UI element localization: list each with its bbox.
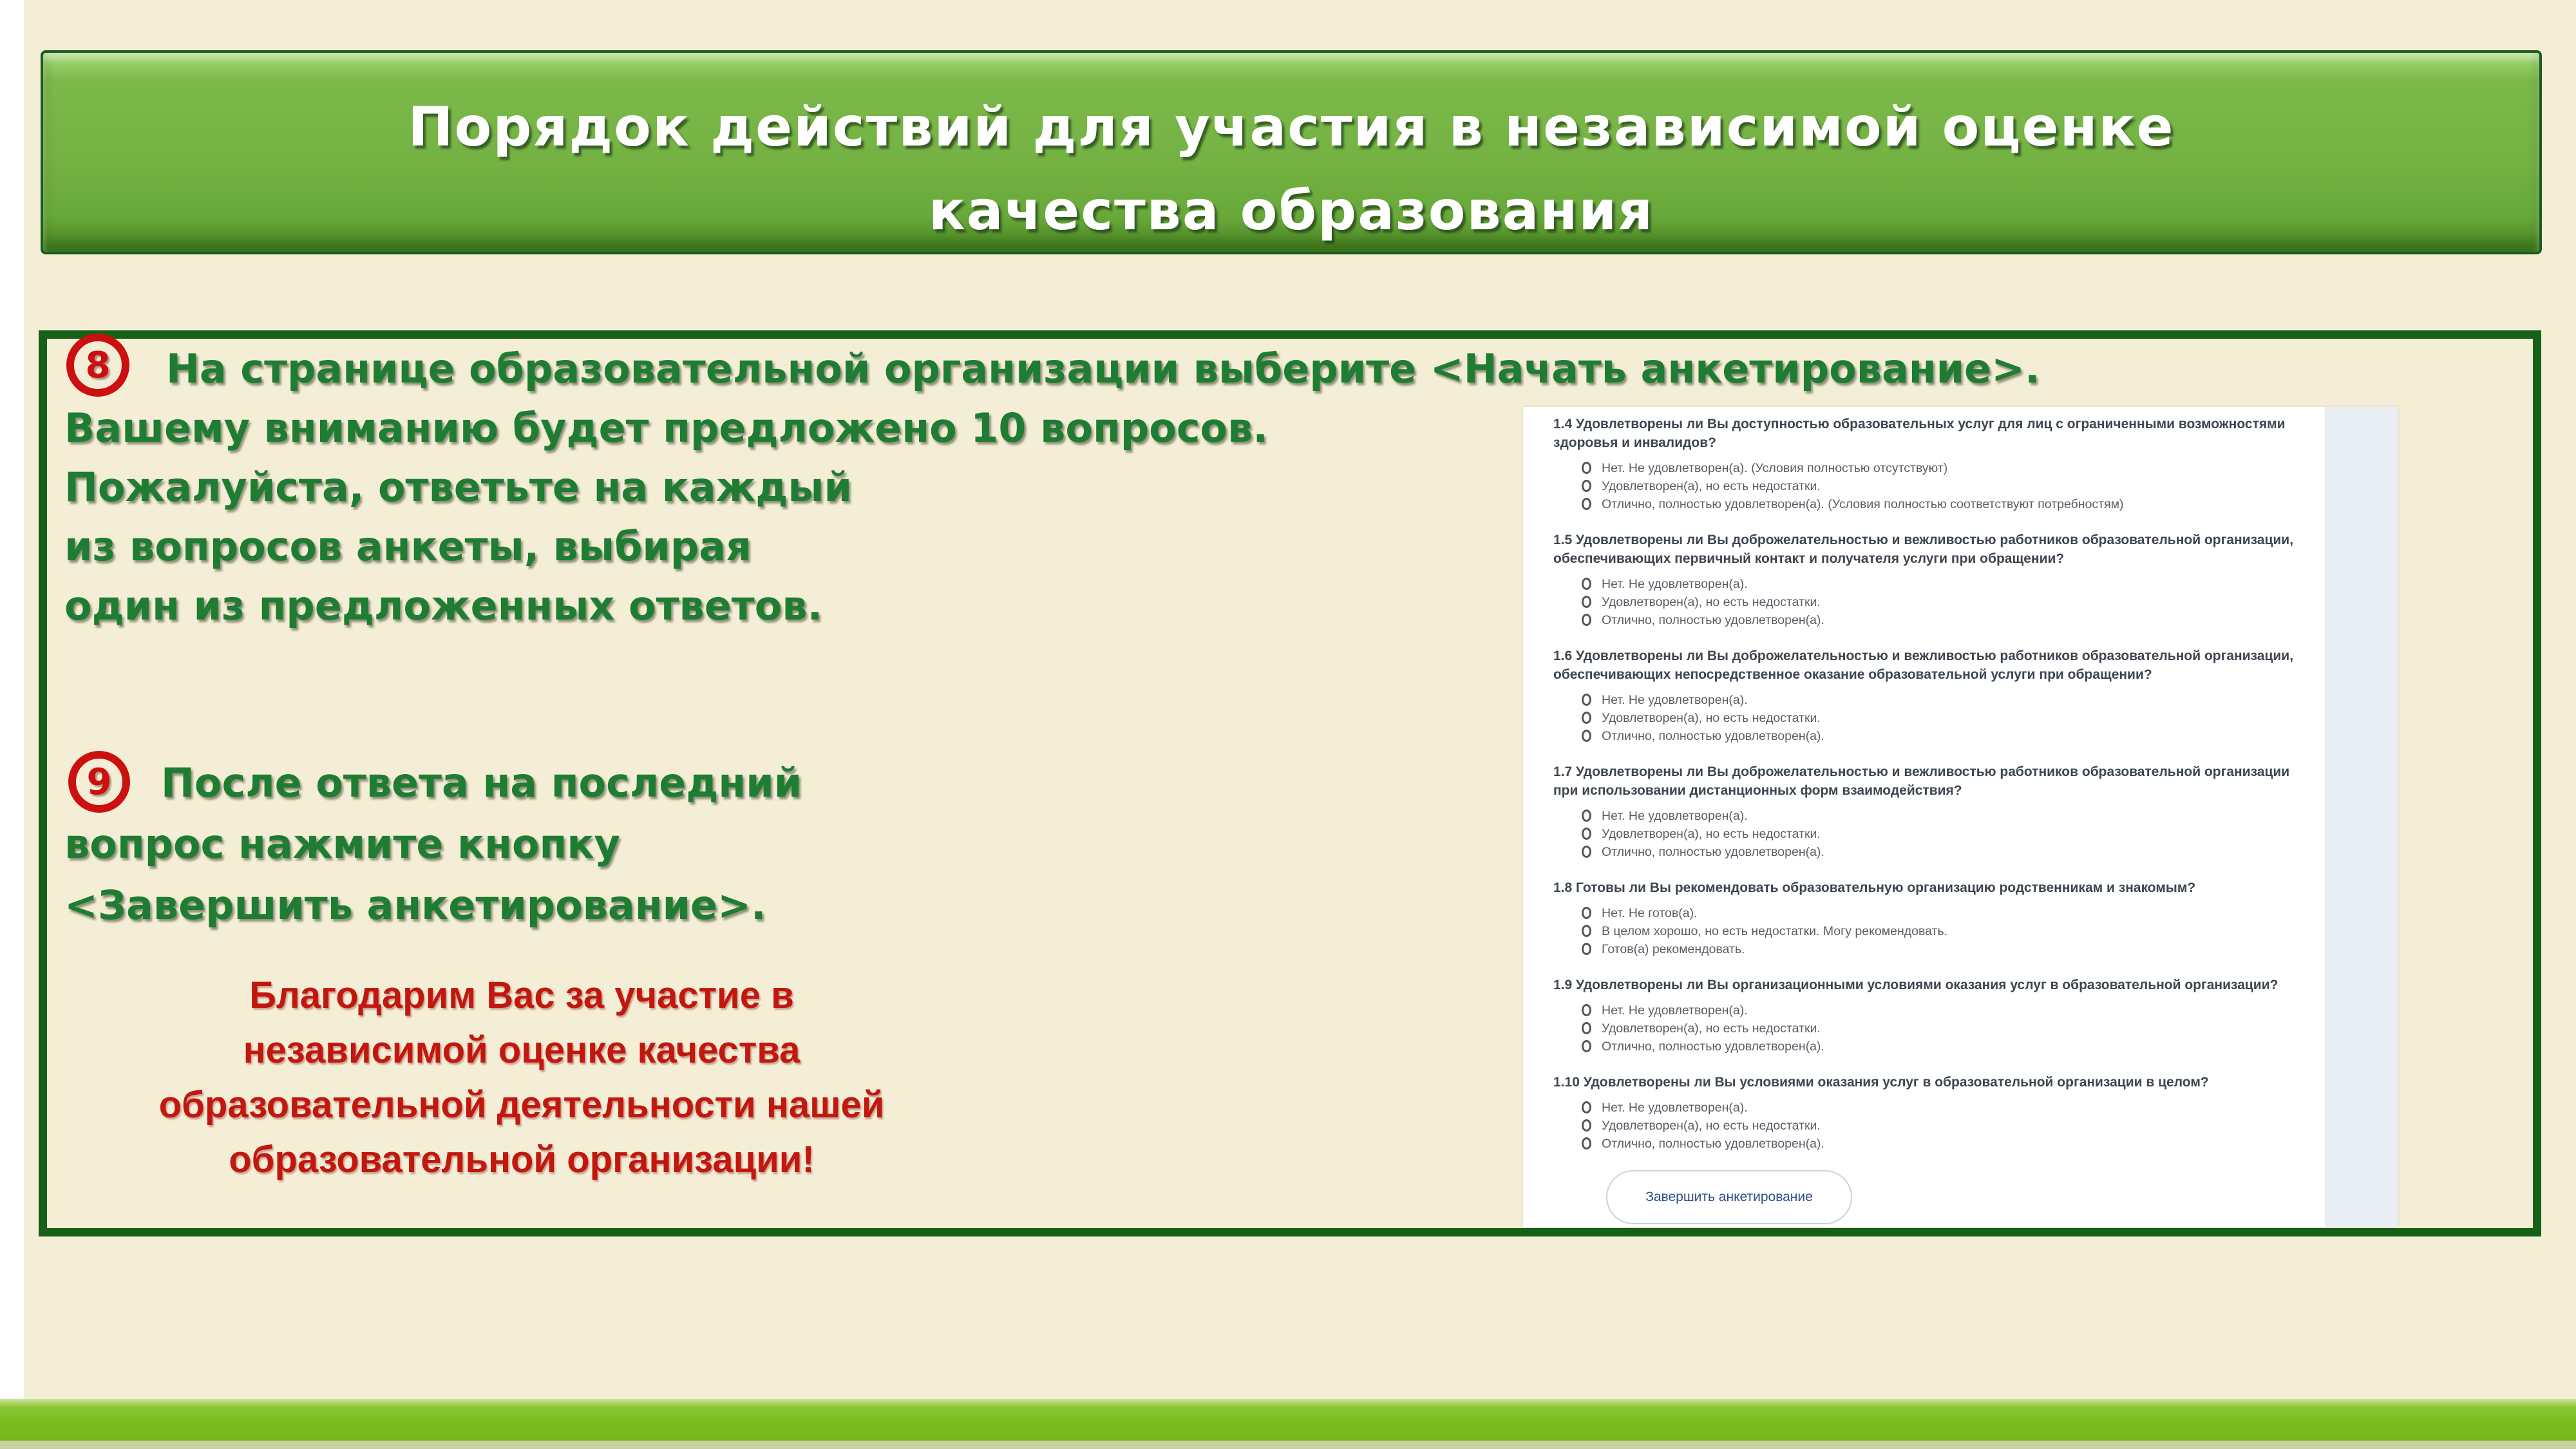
survey-question: 1.10 Удовлетворены ли Вы условиями оказания услуг в образовательной организации в целом? bbox=[1553, 1075, 2209, 1090]
option-label: Отлично, полностью удовлетворен(а). bbox=[1602, 613, 1824, 627]
option-label: Отлично, полностью удовлетворен(а). bbox=[1602, 845, 1824, 859]
option-label: Отлично, полностью удовлетворен(а). bbox=[1602, 1039, 1824, 1054]
step-9-text bbox=[64, 752, 802, 936]
survey-option[interactable] bbox=[1582, 496, 2302, 514]
option-label: Нет. Не удовлетворен(а). bbox=[1602, 1003, 1748, 1018]
radio-button-icon[interactable] bbox=[1582, 694, 1591, 706]
survey-question: 1.6 Удовлетворены ли Вы доброжелательностью и вежливостью работников образовательной организации, обеспечивающих непосредственное оказание образовательной услуги при обращении? bbox=[1553, 649, 2294, 682]
option-label: Готов(а) рекомендовать. bbox=[1602, 942, 1745, 956]
radio-button-icon[interactable] bbox=[1582, 943, 1591, 955]
page-title-line-1: Порядок действий для участия в независимой оценке bbox=[408, 95, 2175, 158]
survey-option[interactable] bbox=[1582, 612, 2302, 630]
radio-button-icon[interactable] bbox=[1582, 1022, 1591, 1034]
radio-button-icon[interactable] bbox=[1582, 1119, 1591, 1132]
survey-option[interactable] bbox=[1582, 728, 2302, 746]
radio-button-icon[interactable] bbox=[1582, 578, 1591, 590]
thank-you-text bbox=[52, 968, 992, 1187]
option-label: Отлично, полностью удовлетворен(а). bbox=[1602, 729, 1824, 743]
option-label: Нет. Не удовлетворен(а). bbox=[1602, 809, 1748, 823]
survey-option[interactable] bbox=[1582, 1002, 2302, 1020]
survey-option[interactable] bbox=[1582, 460, 2302, 478]
option-label: Удовлетворен(а), но есть недостатки. bbox=[1602, 827, 1821, 841]
option-label: Удовлетворен(а), но есть недостатки. bbox=[1602, 1021, 1821, 1036]
step-8-number: 8 bbox=[85, 344, 111, 386]
option-label: Отлично, полностью удовлетворен(а). bbox=[1602, 1137, 1824, 1151]
survey-option[interactable] bbox=[1582, 923, 2302, 941]
option-label: Удовлетворен(а), но есть недостатки. bbox=[1602, 595, 1821, 609]
page-title-line-2: качества образования bbox=[928, 179, 1654, 242]
survey-question: 1.5 Удовлетворены ли Вы доброжелательностью и вежливостью работников образовательной организации, обеспечивающих первичный контакт и получателя услуги при обращении? bbox=[1553, 533, 2294, 566]
radio-button-icon[interactable] bbox=[1582, 614, 1591, 626]
survey-option[interactable] bbox=[1582, 826, 2302, 844]
option-label: Удовлетворен(а), но есть недостатки. bbox=[1602, 1119, 1821, 1133]
survey-options bbox=[1582, 808, 2302, 862]
option-label: Нет. Не удовлетворен(а). bbox=[1602, 693, 1748, 707]
step-8-line: Пожалуйста, ответьте на каждый bbox=[64, 464, 852, 511]
bottom-edge-strip bbox=[0, 1441, 2576, 1449]
survey-question: 1.4 Удовлетворены ли Вы доступностью образовательных услуг для лиц с ограниченными возможностями здоровья и инвалидов? bbox=[1553, 417, 2286, 450]
option-label: Нет. Не удовлетворен(а). bbox=[1602, 1101, 1748, 1115]
step-8-line: На странице образовательной организации выберите <Начать анкетирование>. bbox=[166, 345, 2040, 392]
option-label: Нет. Не удовлетворен(а). bbox=[1602, 577, 1748, 591]
radio-button-icon[interactable] bbox=[1582, 810, 1591, 822]
radio-button-icon[interactable] bbox=[1582, 712, 1591, 724]
survey-options bbox=[1582, 905, 2302, 959]
radio-button-icon[interactable] bbox=[1582, 846, 1591, 858]
thank-you-line: Благодарим Вас за участие в bbox=[249, 974, 794, 1016]
survey-option[interactable] bbox=[1582, 1117, 2302, 1135]
radio-button-icon[interactable] bbox=[1582, 1137, 1591, 1150]
thank-you-line: образовательной деятельности нашей bbox=[158, 1084, 885, 1126]
radio-button-icon[interactable] bbox=[1582, 828, 1591, 840]
survey-question: 1.9 Удовлетворены ли Вы организационными условиями оказания услуг в образовательной организации? bbox=[1553, 978, 2278, 992]
survey-question: 1.7 Удовлетворены ли Вы доброжелательностью и вежливостью работников образовательной организации при использовании дистанционных форм взаимодействия? bbox=[1553, 764, 2290, 798]
survey-option[interactable] bbox=[1582, 478, 2302, 496]
survey-option[interactable] bbox=[1582, 710, 2302, 728]
step-9-number: 9 bbox=[86, 761, 112, 803]
radio-button-icon[interactable] bbox=[1582, 1004, 1591, 1016]
survey-options bbox=[1582, 460, 2302, 514]
survey-options bbox=[1582, 576, 2302, 630]
survey-option[interactable] bbox=[1582, 594, 2302, 612]
page-title bbox=[43, 53, 2539, 252]
step-8-line: один из предложенных ответов. bbox=[64, 582, 823, 629]
option-label: Нет. Не готов(а). bbox=[1602, 906, 1698, 920]
survey-content bbox=[1523, 407, 2398, 1227]
survey-screenshot bbox=[1523, 407, 2398, 1227]
survey-option[interactable] bbox=[1582, 1099, 2302, 1117]
radio-button-icon[interactable] bbox=[1582, 498, 1591, 510]
survey-options bbox=[1582, 1099, 2302, 1153]
survey-option[interactable] bbox=[1582, 941, 2302, 959]
survey-option[interactable] bbox=[1582, 1020, 2302, 1038]
option-label: Удовлетворен(а), но есть недостатки. bbox=[1602, 479, 1821, 493]
thank-you-line: образовательной организации! bbox=[229, 1139, 815, 1180]
option-label: Нет. Не удовлетворен(а). (Условия полностью отсутствуют) bbox=[1602, 461, 1948, 475]
radio-button-icon[interactable] bbox=[1582, 730, 1591, 742]
radio-button-icon[interactable] bbox=[1582, 907, 1591, 919]
option-label: В целом хорошо, но есть недостатки. Могу рекомендовать. bbox=[1602, 924, 1948, 938]
radio-button-icon[interactable] bbox=[1582, 480, 1591, 492]
survey-option[interactable] bbox=[1582, 692, 2302, 710]
survey-option[interactable] bbox=[1582, 905, 2302, 923]
radio-button-icon[interactable] bbox=[1582, 925, 1591, 937]
finish-survey-button[interactable]: Завершить анкетирование bbox=[1606, 1170, 1852, 1224]
survey-option[interactable] bbox=[1582, 808, 2302, 826]
left-margin-strip bbox=[0, 0, 24, 1399]
radio-button-icon[interactable] bbox=[1582, 1040, 1591, 1052]
option-label: Удовлетворен(а), но есть недостатки. bbox=[1602, 711, 1821, 725]
survey-option[interactable] bbox=[1582, 576, 2302, 594]
radio-button-icon[interactable] bbox=[1582, 1101, 1591, 1113]
survey-options bbox=[1582, 1002, 2302, 1056]
step-8-line: из вопросов анкеты, выбирая bbox=[64, 523, 752, 570]
survey-option[interactable] bbox=[1582, 844, 2302, 862]
radio-button-icon[interactable] bbox=[1582, 596, 1591, 608]
step-9-line: вопрос нажмите кнопку bbox=[64, 820, 620, 867]
thank-you-line: независимой оценке качества bbox=[243, 1029, 800, 1071]
step-9-line: <Завершить анкетирование>. bbox=[64, 882, 766, 929]
survey-options bbox=[1582, 692, 2302, 746]
title-banner bbox=[41, 50, 2542, 254]
survey-option[interactable] bbox=[1582, 1038, 2302, 1056]
option-label: Отлично, полностью удовлетворен(а). (Условия полностью соответствуют потребностям) bbox=[1602, 497, 2124, 511]
step-9-line: После ответа на последний bbox=[161, 759, 802, 806]
bottom-accent-bar bbox=[0, 1399, 2576, 1441]
survey-question: 1.8 Готовы ли Вы рекомендовать образовательную организацию родственникам и знакомым? bbox=[1553, 880, 2196, 895]
radio-button-icon[interactable] bbox=[1582, 462, 1591, 474]
step-8-line: Вашему вниманию будет предложено 10 вопросов. bbox=[64, 404, 1268, 451]
survey-option[interactable] bbox=[1582, 1135, 2302, 1153]
